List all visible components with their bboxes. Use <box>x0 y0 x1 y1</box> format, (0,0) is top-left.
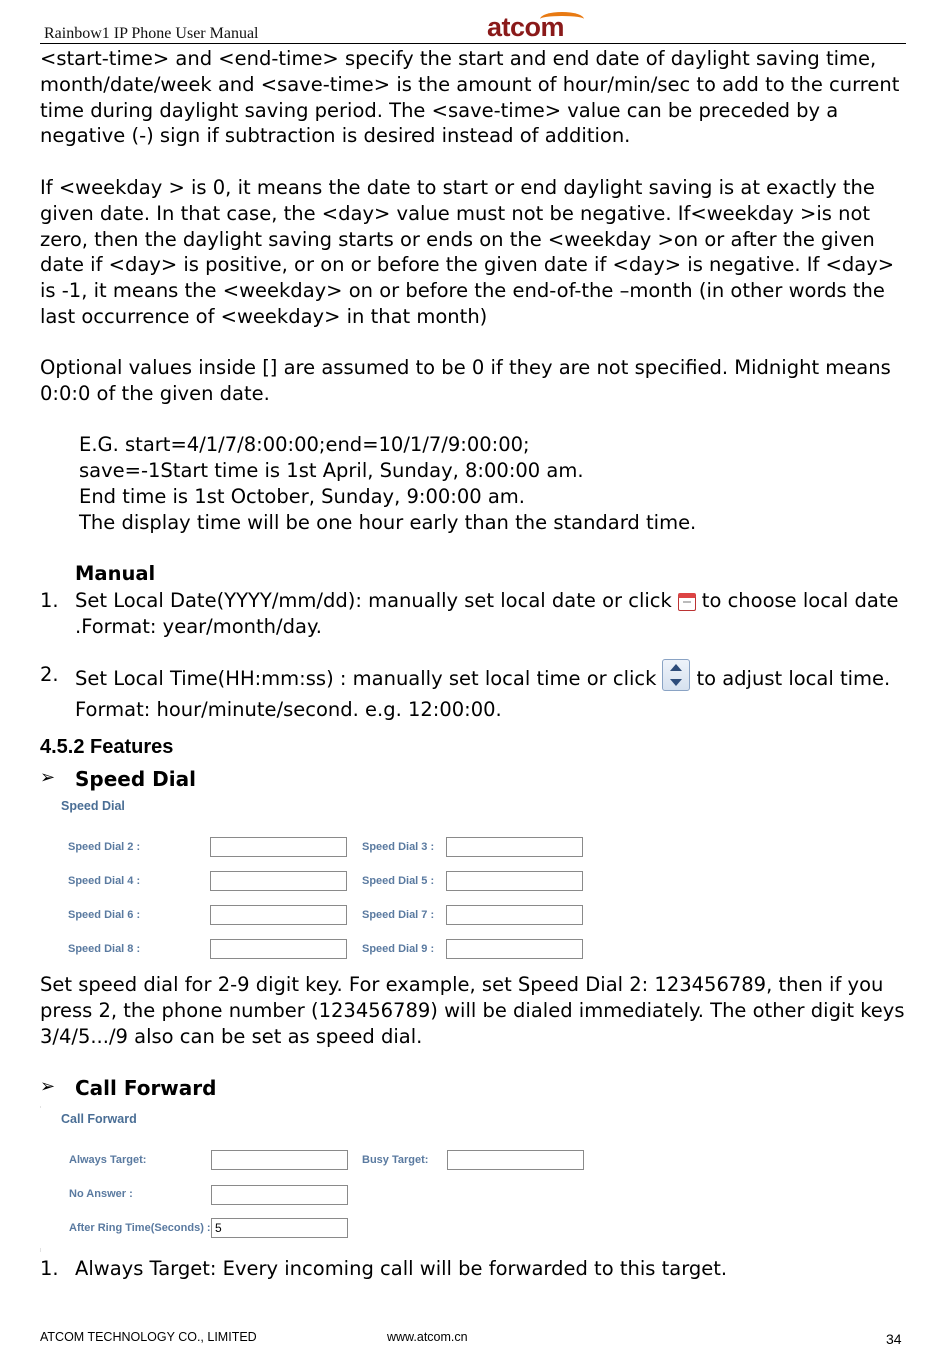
field-label: Speed Dial 8 : <box>68 943 141 955</box>
header-divider <box>40 43 906 44</box>
field-label: No Answer : <box>69 1188 133 1200</box>
field-label: Speed Dial 7 : <box>362 909 435 921</box>
atcom-logo: atcom <box>487 12 565 42</box>
list-number: 1. <box>40 1257 59 1280</box>
speed-dial-6-input[interactable] <box>210 905 347 925</box>
calendar-icon <box>678 593 696 611</box>
field-label: Speed Dial 6 : <box>68 909 141 921</box>
field-label: Speed Dial 4 : <box>68 875 141 887</box>
field-label: Always Target: <box>69 1154 147 1166</box>
field-label: Speed Dial 3 : <box>362 841 435 853</box>
panel-title: Call Forward <box>61 1112 137 1126</box>
bullet-label: Speed Dial <box>75 767 196 791</box>
field-label: Busy Target: <box>362 1154 429 1166</box>
call-forward-item-text: Always Target: Every incoming call will be forwarded to this target. <box>75 1257 728 1280</box>
after-ring-time-input[interactable] <box>211 1218 348 1238</box>
example-line: The display time will be one hour early than the standard time. <box>79 511 697 534</box>
no-answer-input[interactable] <box>211 1185 348 1205</box>
example-line: End time is 1st October, Sunday, 9:00:00 am. <box>79 485 526 508</box>
speed-dial-9-input[interactable] <box>446 939 583 959</box>
page-number: 34 <box>886 1331 902 1347</box>
speed-dial-7-input[interactable] <box>446 905 583 925</box>
arrow-bullet-icon: ➢ <box>40 1076 56 1097</box>
manual-time-text-b: to adjust local time. Format: hour/minute/second. e.g. 12:00:00. <box>75 667 891 721</box>
section-heading-features: 4.5.2 Features <box>40 736 174 758</box>
footer-website: www.atcom.cn <box>387 1330 468 1344</box>
footer-company: ATCOM TECHNOLOGY CO., LIMITED <box>40 1330 257 1344</box>
speed-dial-3-input[interactable] <box>446 837 583 857</box>
field-label: Speed Dial 9 : <box>362 943 435 955</box>
list-number: 2. <box>40 663 59 686</box>
speed-dial-8-input[interactable] <box>210 939 347 959</box>
speed-dial-panel <box>40 796 600 964</box>
call-forward-panel <box>40 1108 600 1248</box>
manual-date-text-a: Set Local Date(YYYY/mm/dd): manually set local date or click <box>75 589 672 612</box>
always-target-input[interactable] <box>211 1150 348 1170</box>
panel-title: Speed Dial <box>61 799 125 813</box>
field-label: Speed Dial 5 : <box>362 875 435 887</box>
example-line: E.G. start=4/1/7/8:00:00;end=10/1/7/9:00:00; <box>79 433 530 456</box>
speed-dial-4-input[interactable] <box>210 871 347 891</box>
bullet-label: Call Forward <box>75 1076 217 1100</box>
paragraph-optional-values: Optional values inside [] are assumed to be 0 if they are not specified. Midnight means 0:0:0 of the given date. <box>40 356 891 405</box>
manual-time-text-a: Set Local Time(HH:mm:ss) : manually set local time or click <box>75 667 657 690</box>
manual-heading: Manual <box>75 562 156 585</box>
paragraph-speed-dial-description: Set speed dial for 2-9 digit key. For example, set Speed Dial 2: 123456789, then if you press 2, the phone number (123456789) will be dialed immediately. The other digit keys 3/4/5.../9 also can be set as speed dial. <box>40 973 905 1048</box>
spinner-arrows-icon <box>662 659 690 691</box>
paragraph-dst-times: <start-time> and <end-time> specify the start and end date of daylight saving time, month/date/week and <save-time> is the amount of hour/min/sec to add to the current time during daylight saving period. The <save-time> value can be preceded by a negative (-) sign if subtraction is desired instead of addition. <box>40 47 900 148</box>
busy-target-input[interactable] <box>447 1150 584 1170</box>
speed-dial-2-input[interactable] <box>210 837 347 857</box>
list-number: 1. <box>40 589 59 612</box>
field-label: After Ring Time(Seconds) : <box>69 1222 211 1234</box>
field-label: Speed Dial 2 : <box>68 841 141 853</box>
arrow-bullet-icon: ➢ <box>40 767 56 788</box>
example-line: save=-1Start time is 1st April, Sunday, 8:00:00 am. <box>79 459 584 482</box>
manual-date-text-b: to choose local date .Format: year/month/day. <box>75 589 899 638</box>
paragraph-weekday-rules: If <weekday > is 0, it means the date to start or end daylight saving is at exactly the given date. In that case, the <day> value must not be negative. If<weekday >is not zero, then the daylight saving starts or ends on the <weekday >on or after the given date if <day> is positive, or on or before the given date if <day> is negative. If <day> is -1, it means the <weekday> on or before the end-of-the –month (in other words the last occurrence of <weekday> in that month) <box>40 176 895 328</box>
document-header-title: Rainbow1 IP Phone User Manual <box>44 25 259 42</box>
speed-dial-5-input[interactable] <box>446 871 583 891</box>
